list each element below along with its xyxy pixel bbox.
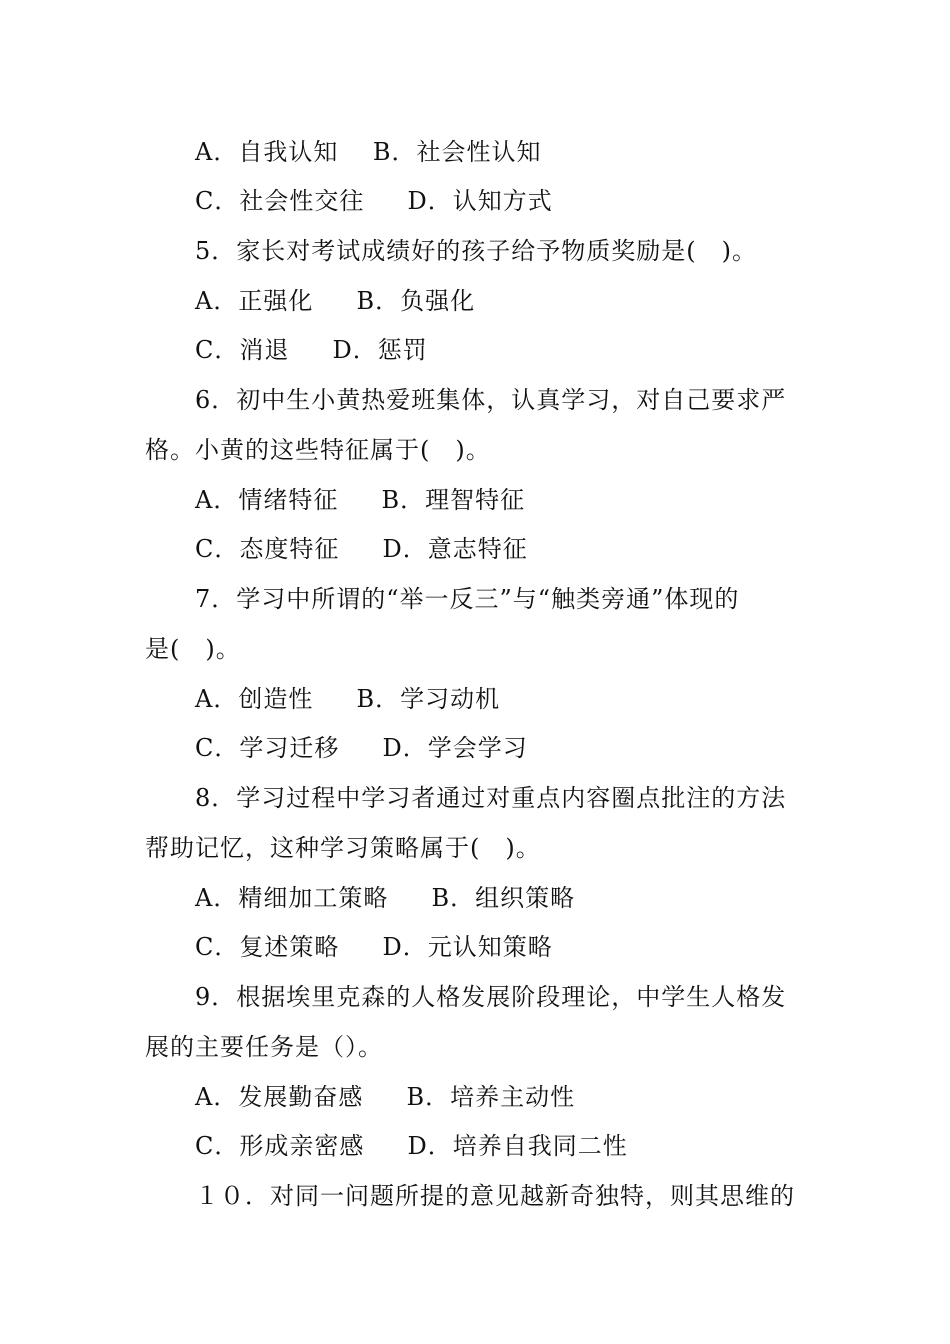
option-line: C．消退 D．惩罚: [195, 336, 428, 364]
option-line: A．正强化 B．负强化: [195, 287, 476, 315]
question-line: 9．根据埃里克森的人格发展阶段理论，中学生人格发: [195, 983, 787, 1011]
option-line: A．情绪特征 B．理智特征: [195, 486, 526, 514]
option-line: A．自我认知 B．社会性认知: [195, 138, 542, 166]
option-line: C．学习迁移 D．学会学习: [195, 734, 528, 762]
option-line: C．态度特征 D．意志特征: [195, 535, 528, 563]
question-line: 格。小黄的这些特征属于( )。: [145, 436, 491, 464]
question-line: 7．学习中所谓的“举一反三”与“触类旁通”体现的: [195, 585, 740, 613]
option-line: C．复述策略 D．元认知策略: [195, 933, 553, 961]
option-line: C．形成亲密感 D．培养自我同二性: [195, 1132, 628, 1160]
question-line: 是( )。: [145, 635, 241, 663]
option-line: C．社会性交往 D．认知方式: [195, 187, 553, 215]
option-line: A．创造性 B．学习动机: [195, 685, 501, 713]
question-line: １０．对同一问题所提的意见越新奇独特，则其思维的: [195, 1182, 795, 1210]
question-line: 8．学习过程中学习者通过对重点内容圈点批注的方法: [195, 784, 787, 812]
question-line: 6．初中生小黄热爱班集体，认真学习，对自己要求严: [195, 386, 787, 414]
option-line: A．发展勤奋感 B．培养主动性: [195, 1083, 576, 1111]
question-line: 5．家长对考试成绩好的孩子给予物质奖励是( )。: [195, 237, 757, 265]
question-line: 帮助记忆，这种学习策略属于( )。: [145, 834, 541, 862]
option-line: A．精细加工策略 B．组织策略: [195, 884, 576, 912]
question-line: 展的主要任务是（）。: [145, 1033, 383, 1061]
